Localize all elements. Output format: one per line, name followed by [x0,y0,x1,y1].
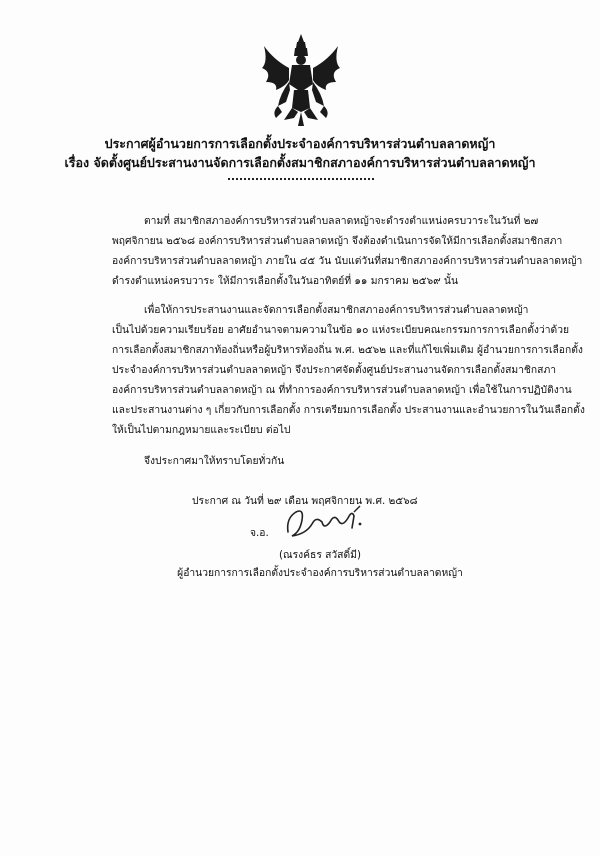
paragraph2-line: การเลือกตั้งสมาชิกสภาท้องถิ่นหรือผู้บริหารท้องถิ่น พ.ศ. ๒๕๖๒ และที่แก้ไขเพิ่มเติม ผู้อำนวยการการเลือกตั้ง [112,344,583,356]
closing-statement: จึงประกาศมาให้ทราบโดยทั่วกัน [144,455,285,467]
paragraph2-line: เพื่อให้การประสานงานและจัดการเลือกตั้งสมาชิกสภาองค์การบริหารส่วนตำบลลาดหญ้า [144,304,529,316]
paragraph2-line: ให้เป็นไปตามกฎหมายและระเบียบ ต่อไป [112,424,291,436]
paragraph2-line: และประสานงานต่าง ๆ เกี่ยวกับการเลือกตั้ง การเตรียมการเลือกตั้ง ประสานงานและอำนวยการในวันเลือกตั้ง [112,404,585,416]
signature-prefix: จ.อ. [250,527,269,539]
signer-name: (ณรงค์ธร สวัสดิ์มี) [279,549,361,561]
announcement-title: ประกาศผู้อำนวยการการเลือกตั้งประจำองค์การบริหารส่วนตำบลลาดหญ้า [104,136,496,151]
paragraph2-line: เป็นไปด้วยความเรียบร้อย อาศัยอำนาจตามความในข้อ ๑๐ แห่งระเบียบคณะกรรมการการเลือกตั้งว่าด้วย [112,324,570,336]
date-line: ประกาศ ณ วันที่ ๒๙ เดือน พฤศจิกายน พ.ศ. ๒๕๖๘ [192,495,418,507]
dotted-separator [228,178,374,180]
paragraph2-line: องค์การบริหารส่วนตำบลลาดหญ้า ณ ที่ทำการองค์การบริหารส่วนตำบลลาดหญ้า เพื่อใช้ในการปฏิบัติงาน [112,384,572,396]
paragraph1-line: ตามที่ สมาชิกสภาองค์การบริหารส่วนตำบลลาดหญ้าจะดำรงตำแหน่งครบวาระในวันที่ ๒๗ [144,215,539,227]
paragraph2-line: ประจำองค์การบริหารส่วนตำบลลาดหญ้า จึงประกาศจัดตั้งศูนย์ประสานงานจัดการเลือกตั้งสมาชิกสภา [112,364,557,376]
paragraph1-line: พฤศจิกายน ๒๕๖๘ องค์การบริหารส่วนตำบลลาดหญ้า จึงต้องดำเนินการจัดให้มีการเลือกตั้งสมาชิกสภา [112,235,563,247]
handwritten-signature [282,502,364,542]
signer-position: ผู้อำนวยการการเลือกตั้งประจำองค์การบริหารส่วนตำบลลาดหญ้า [177,567,463,579]
paragraph1-line: องค์การบริหารส่วนตำบลลาดหญ้า ภายใน ๔๕ วัน นับแต่วันที่สมาชิกสภาองค์การบริหารส่วนตำบลลาดหญ้า [112,255,583,267]
announcement-subject: เรื่อง จัดตั้งศูนย์ประสานงานจัดการเลือกตั้งสมาชิกสภาองค์การบริหารส่วนตำบลลาดหญ้า [64,155,536,170]
paragraph1-line: ดำรงตำแหน่งครบวาระ ให้มีการเลือกตั้งในวันอาทิตย์ที่ ๑๑ มกราคม ๒๕๖๙ นั้น [112,275,459,287]
garuda-emblem-icon [258,32,344,128]
